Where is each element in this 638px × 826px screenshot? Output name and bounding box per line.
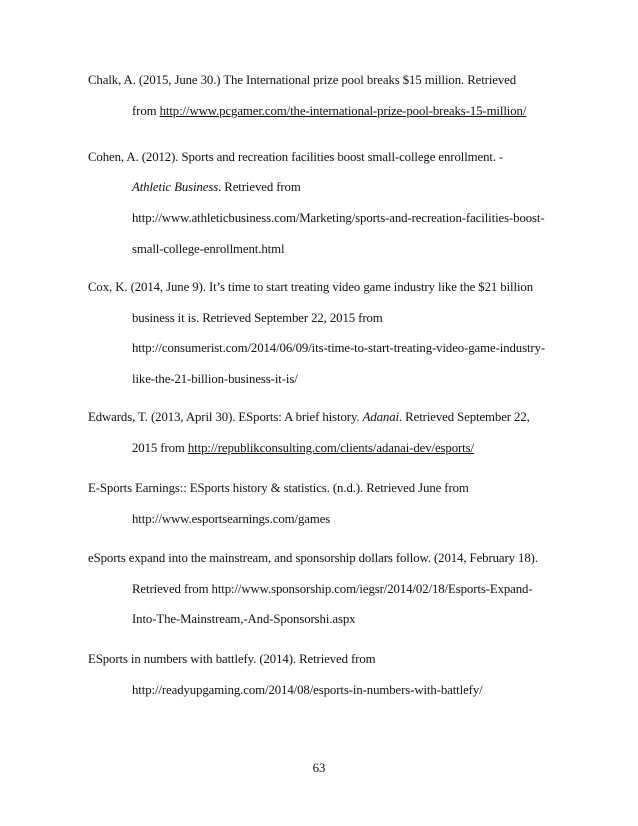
reference-line: [132, 340, 545, 356]
reference-line: [132, 310, 383, 326]
reference-link[interactable]: http://www.pcgamer.com/the-international-prize-pool-breaks-15-million/: [159, 104, 527, 118]
reference-line: [132, 241, 284, 257]
reference-text: ESports in numbers with battlefy. (2014). Retrieved from: [88, 652, 376, 666]
reference-line: [88, 409, 530, 425]
reference-text: http://consumerist.com/2014/06/09/its-time-to-start-treating-video-game-industry-: [132, 341, 546, 355]
reference-line: [132, 581, 533, 597]
reference-line: [88, 149, 503, 165]
reference-text: Cohen, A. (2012). Sports and recreation facilities boost small-college enrollment. -: [88, 150, 504, 164]
reference-line: [132, 179, 301, 195]
reference-source-title: Athletic Business: [132, 180, 219, 194]
reference-text: Into-The-Mainstream,-And-Sponsorshi.aspx: [132, 612, 356, 626]
reference-text: E-Sports Earnings:: ESports history & statistics. (n.d.). Retrieved June from: [88, 481, 469, 495]
reference-line: [88, 279, 533, 295]
reference-text: . Retrieved from: [218, 180, 301, 194]
reference-text: eSports expand into the mainstream, and sponsorship dollars follow. (2014, February 18).: [88, 551, 538, 565]
reference-line: [88, 550, 538, 566]
reference-source-title: Adanai: [362, 410, 399, 424]
reference-line: [132, 440, 474, 456]
reference-line: [132, 371, 298, 387]
reference-line: [132, 682, 483, 698]
reference-line: [132, 210, 545, 226]
reference-line: [88, 480, 469, 496]
reference-text: http://www.esportsearnings.com/games: [132, 512, 331, 526]
reference-line: [132, 611, 355, 627]
reference-line: [88, 72, 516, 88]
reference-text: http://readyupgaming.com/2014/08/esports-in-numbers-with-battlefy/: [132, 683, 483, 697]
reference-text: Retrieved from http://www.sponsorship.com/iegsr/2014/02/18/Esports-Expand-: [132, 582, 533, 596]
reference-text: Chalk, A. (2015, June 30.) The International prize pool breaks $15 million. Retrieved: [88, 73, 517, 87]
reference-text: like-the-21-billion-business-it-is/: [132, 372, 298, 386]
reference-text: from: [132, 104, 160, 118]
reference-line: [132, 103, 526, 119]
reference-line: [132, 511, 330, 527]
reference-text: Edwards, T. (2013, April 30). ESports: A brief history.: [88, 410, 363, 424]
reference-text: Cox, K. (2014, June 9). It’s time to start treating video game industry like the $21 billion: [88, 280, 534, 294]
reference-text: small-college-enrollment.html: [132, 242, 285, 256]
reference-text: . Retrieved September 22,: [398, 410, 530, 424]
reference-line: [88, 651, 376, 667]
page-number: 63: [312, 761, 326, 775]
reference-link[interactable]: http://republikconsulting.com/clients/adanai-dev/esports/: [187, 441, 474, 455]
reference-text: http://www.athleticbusiness.com/Marketing/sports-and-recreation-facilities-boost-: [132, 211, 545, 225]
reference-text: business it is. Retrieved September 22, 2015 from: [132, 311, 383, 325]
reference-text: 2015 from: [132, 441, 188, 455]
